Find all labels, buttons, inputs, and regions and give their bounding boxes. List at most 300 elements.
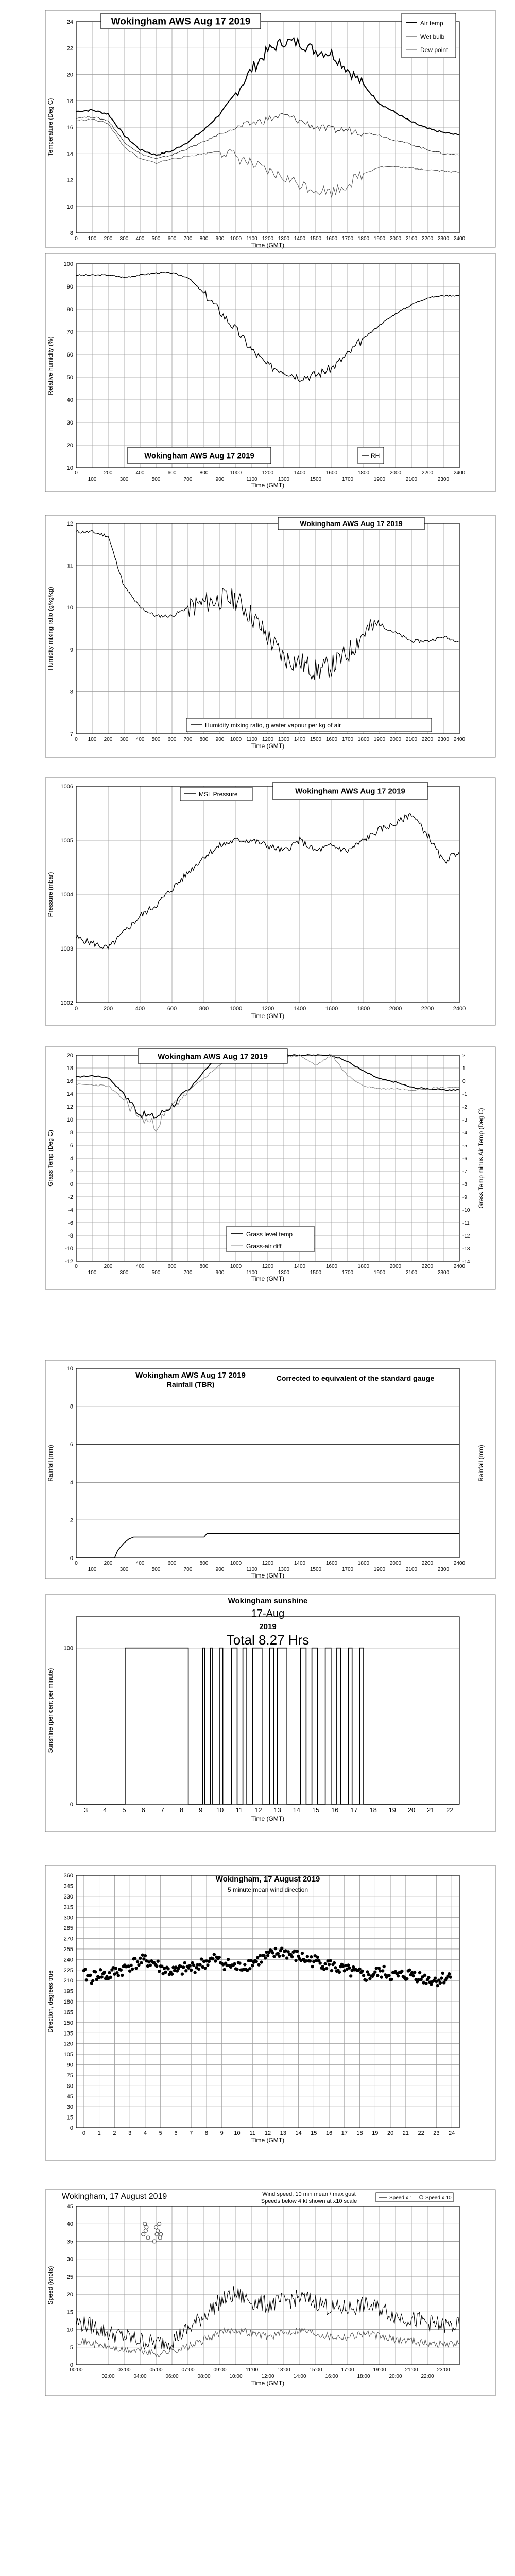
wdir-ytick-label: 225: [63, 1967, 73, 1974]
temps-xtick-label: 2100: [405, 236, 418, 242]
pressure-xtick-label: 600: [167, 1006, 177, 1012]
rh-xtick-label: 600: [167, 470, 177, 476]
wdir-data-point: [137, 1963, 140, 1967]
wind-chart-note: Speeds below 4 kt shown at x10 scale: [261, 2198, 357, 2205]
grass-y2tick-label: -1: [462, 1092, 467, 1097]
wind-x10-point: [143, 2222, 147, 2226]
mixing-xtick-label: 200: [104, 737, 113, 742]
wdir-data-point: [266, 1954, 269, 1957]
sunshine-date: 17-Aug: [251, 1608, 285, 1619]
wdir-data-point: [158, 1970, 161, 1973]
grass-y2tick-label: 2: [462, 1053, 466, 1059]
wdir-xtick-label: 12: [264, 2130, 271, 2137]
sunshine-xtick-label: 7: [160, 1806, 165, 1814]
rain-x-axis-label: Time (GMT): [251, 1572, 285, 1579]
wind-ytick-label: 15: [66, 2309, 73, 2316]
wind-legend-label: Speed x 1: [389, 2195, 413, 2201]
grass-xtick-label: 1900: [373, 1270, 386, 1276]
wind-xtick-label: 10:00: [229, 2374, 243, 2379]
wdir-ytick-label: 0: [70, 2125, 73, 2131]
temps-y-axis-label: Temperature (Deg C): [47, 98, 54, 157]
wdir-data-point: [144, 1954, 147, 1957]
mixing-xtick-label: 1900: [373, 737, 386, 742]
grass-chart-title: Wokingham AWS Aug 17 2019: [158, 1052, 268, 1061]
grass-y2tick-label: -5: [462, 1143, 467, 1149]
grass-ytick-label: 14: [66, 1091, 73, 1097]
rain-ytick-label: 6: [70, 1442, 73, 1448]
wdir-data-point: [200, 1957, 203, 1960]
pressure-xtick-label: 400: [135, 1006, 145, 1012]
grass-ytick-label: -8: [68, 1233, 73, 1239]
wdir-data-point: [294, 1959, 297, 1962]
wdir-data-point: [248, 1967, 251, 1970]
wdir-xtick-label: 9: [220, 2130, 224, 2137]
mixing-xtick-label: 2000: [389, 737, 402, 742]
mixing-xtick-label: 700: [183, 737, 193, 742]
wdir-data-point: [278, 1955, 281, 1958]
wdir-panel-frame: [45, 1865, 495, 2160]
rain-panel-frame: [45, 1360, 495, 1579]
wind-xtick-label: 17:00: [341, 2367, 354, 2373]
wdir-data-point: [108, 1971, 111, 1974]
rain-y-axis-label: Rainfall (mm): [47, 1445, 54, 1482]
wdir-data-point: [290, 1955, 294, 1958]
rh-xtick-label: 1400: [294, 470, 306, 476]
mixing-xtick-label: 500: [151, 737, 161, 742]
temps-ytick-label: 20: [66, 72, 73, 78]
rain-xtick-label: 500: [151, 1567, 161, 1572]
wdir-data-point: [338, 1971, 341, 1974]
wdir-xtick-label: 15: [311, 2130, 317, 2137]
rh-legend-label: RH: [371, 452, 380, 460]
wdir-data-point: [318, 1961, 321, 1964]
rh-xtick-label: 1000: [230, 470, 242, 476]
wdir-data-point: [376, 1974, 379, 1977]
wind-xtick-label: 06:00: [165, 2374, 179, 2379]
sunshine-xtick-label: 17: [350, 1806, 358, 1814]
wind-ytick-label: 5: [70, 2344, 73, 2351]
rain-xtick-label: 2000: [389, 1561, 402, 1566]
sunshine-xtick-label: 13: [273, 1806, 281, 1814]
wdir-data-point: [192, 1963, 195, 1967]
rain-xtick-label: 400: [135, 1561, 145, 1566]
mixing-xtick-label: 1500: [310, 737, 322, 742]
rh-xtick-label: 2100: [405, 477, 418, 482]
wdir-data-point: [160, 1964, 163, 1968]
pressure-ytick-label: 1004: [60, 892, 73, 898]
wind-xtick-label: 20:00: [389, 2374, 402, 2379]
wdir-xtick-label: 24: [448, 2130, 455, 2137]
rain-xtick-label: 1200: [262, 1561, 274, 1566]
sunshine-xtick-label: 11: [235, 1806, 243, 1814]
wdir-data-point: [119, 1969, 123, 1972]
sunshine-chart-title: Wokingham sunshine: [228, 1597, 308, 1605]
wdir-data-point: [413, 1971, 416, 1974]
grass-xtick-label: 1100: [246, 1270, 258, 1276]
grass-xtick-label: 300: [119, 1270, 129, 1276]
temps-xtick-label: 2400: [453, 236, 466, 242]
sunshine-xtick-label: 16: [331, 1806, 339, 1814]
wind-xtick-label: 16:00: [325, 2374, 338, 2379]
wdir-data-point: [188, 1964, 192, 1967]
wdir-ytick-label: 90: [66, 2062, 73, 2069]
rh-y-axis-label: Relative humidity (%): [47, 336, 54, 395]
mixing-xtick-label: 1100: [246, 737, 258, 742]
rh-xtick-label: 800: [199, 470, 209, 476]
rh-ytick-label: 10: [66, 465, 73, 471]
wind-x10-point: [144, 2229, 147, 2232]
mixing-xtick-label: 900: [215, 737, 225, 742]
wind-ytick-label: 30: [66, 2256, 73, 2263]
wind-legend-swatch: [420, 2196, 423, 2199]
rh-xtick-label: 1200: [262, 470, 274, 476]
mixing-xtick-label: 300: [119, 737, 129, 742]
wdir-data-point: [114, 1967, 117, 1970]
mixing-xtick-label: 1000: [230, 737, 242, 742]
grass-ytick-label: -10: [65, 1246, 73, 1252]
wdir-data-point: [218, 1956, 221, 1959]
grass-xtick-label: 600: [167, 1264, 177, 1269]
wdir-ytick-label: 45: [66, 2093, 73, 2100]
wind-xtick-label: 22:00: [421, 2374, 434, 2379]
grass-y2tick-label: -7: [462, 1169, 467, 1175]
wdir-data-point: [308, 1959, 312, 1962]
wdir-xtick-label: 7: [190, 2130, 193, 2137]
sunshine-xtick-label: 5: [122, 1806, 126, 1814]
grass-xtick-label: 1700: [341, 1270, 354, 1276]
wdir-xtick-label: 20: [387, 2130, 394, 2137]
grass-xtick-label: 500: [151, 1270, 161, 1276]
pressure-ytick-label: 1002: [60, 1000, 73, 1006]
temps-xtick-label: 1900: [373, 236, 386, 242]
grass-y2tick-label: -8: [462, 1182, 467, 1188]
wdir-data-point: [296, 1950, 299, 1953]
grass-ytick-label: 0: [70, 1181, 73, 1188]
grass-xtick-label: 0: [75, 1264, 78, 1269]
wdir-data-point: [380, 1975, 383, 1978]
wdir-data-point: [198, 1963, 201, 1966]
wdir-y-axis-label: Direction, degrees true: [47, 1970, 54, 2033]
rain-xtick-label: 1500: [310, 1567, 322, 1572]
rain-xtick-label: 0: [75, 1561, 78, 1566]
wdir-data-point: [157, 1959, 160, 1962]
grass-xtick-label: 800: [199, 1264, 209, 1269]
wind-y-axis-label: Speed (knots): [47, 2266, 54, 2305]
grass-y2tick-label: 0: [462, 1079, 466, 1084]
temps-chart-title: Wokingham AWS Aug 17 2019: [111, 16, 251, 27]
rain-xtick-label: 700: [183, 1567, 193, 1572]
temps-ytick-label: 22: [66, 45, 73, 52]
sunshine-total: Total 8.27 Hrs: [226, 1632, 310, 1648]
rh-ytick-label: 20: [66, 443, 73, 449]
wdir-ytick-label: 210: [63, 1978, 73, 1985]
wdir-data-point: [94, 1970, 97, 1973]
temps-ytick-label: 10: [66, 204, 73, 210]
grass-xtick-label: 200: [104, 1264, 113, 1269]
grass-xtick-label: 1200: [262, 1264, 274, 1269]
grass-y2tick-label: -9: [462, 1195, 467, 1200]
wind-ytick-label: 10: [66, 2327, 73, 2333]
wdir-data-point: [329, 1959, 332, 1962]
wdir-ytick-label: 360: [63, 1873, 73, 1879]
wind-xtick-label: 21:00: [405, 2367, 418, 2373]
wind-x10-point: [142, 2232, 145, 2236]
wdir-data-point: [333, 1961, 336, 1964]
grass-xtick-label: 2300: [437, 1270, 450, 1276]
wdir-xtick-label: 13: [280, 2130, 286, 2137]
wdir-data-point: [397, 1974, 400, 1977]
mixing-xtick-label: 2400: [453, 737, 466, 742]
wdir-xtick-label: 18: [356, 2130, 363, 2137]
grass-xtick-label: 2400: [453, 1264, 466, 1269]
rain-xtick-label: 1400: [294, 1561, 306, 1566]
mixing-xtick-label: 1700: [341, 737, 354, 742]
sunshine-xtick-label: 19: [388, 1806, 397, 1814]
rain-ytick-label: 4: [70, 1479, 73, 1486]
wdir-data-point: [134, 1967, 138, 1970]
sunshine-year: 2019: [259, 1622, 277, 1631]
wdir-data-point: [323, 1962, 327, 1965]
wdir-data-point: [102, 1971, 106, 1974]
grass-xtick-label: 1000: [230, 1264, 242, 1269]
pressure-x-axis-label: Time (GMT): [251, 1012, 285, 1020]
grass-y-axis-label: Grass Temp minus Air Temp (Deg C): [477, 1108, 485, 1209]
rain-xtick-label: 2200: [421, 1561, 434, 1566]
wdir-data-point: [358, 1968, 361, 1971]
temps-xtick-label: 1100: [246, 236, 258, 242]
rh-xtick-label: 200: [104, 470, 113, 476]
sunshine-xtick-label: 3: [83, 1806, 88, 1814]
rh-ytick-label: 60: [66, 352, 73, 358]
wind-ytick-label: 20: [66, 2292, 73, 2298]
grass-ytick-label: 10: [66, 1117, 73, 1123]
wdir-data-point: [436, 1984, 439, 1987]
temps-xtick-label: 700: [183, 236, 193, 242]
grass-xtick-label: 100: [88, 1270, 97, 1276]
wdir-xtick-label: 17: [341, 2130, 348, 2137]
wdir-data-point: [390, 1978, 393, 1981]
wdir-chart-title: Wokingham, 17 August 2019: [215, 1875, 320, 1884]
wdir-data-point: [182, 1965, 185, 1969]
pressure-xtick-label: 800: [199, 1006, 209, 1012]
wdir-ytick-label: 255: [63, 1946, 73, 1953]
sunshine-ytick-label: 0: [70, 1802, 73, 1808]
rain-xtick-label: 1900: [373, 1567, 386, 1572]
wdir-xtick-label: 22: [418, 2130, 424, 2137]
temps-xtick-label: 2200: [421, 236, 434, 242]
wdir-ytick-label: 105: [63, 2052, 73, 2058]
wind-xtick-label: 08:00: [197, 2374, 211, 2379]
grass-xtick-label: 2100: [405, 1270, 418, 1276]
pressure-xtick-label: 0: [74, 1006, 78, 1012]
grass-xtick-label: 900: [215, 1270, 225, 1276]
mixing-xtick-label: 400: [135, 737, 145, 742]
temps-xtick-label: 900: [215, 236, 225, 242]
rain-xtick-label: 200: [104, 1561, 113, 1566]
sunshine-xtick-label: 15: [312, 1806, 320, 1814]
temps-xtick-label: 200: [104, 236, 113, 242]
wdir-ytick-label: 15: [66, 2114, 73, 2121]
wdir-data-point: [405, 1977, 408, 1980]
wdir-ytick-label: 300: [63, 1914, 73, 1921]
wdir-data-point: [254, 1960, 258, 1963]
wdir-data-point: [83, 1968, 87, 1971]
rh-xtick-label: 2300: [437, 477, 450, 482]
grass-ytick-label: 12: [66, 1104, 73, 1110]
grass-ytick-label: 4: [70, 1156, 73, 1162]
wdir-ytick-label: 165: [63, 2009, 73, 2016]
rh-xtick-label: 1600: [325, 470, 338, 476]
pressure-xtick-label: 200: [103, 1006, 113, 1012]
pressure-panel-frame: [45, 778, 495, 1025]
rain-xtick-label: 1100: [246, 1567, 258, 1572]
temps-ytick-label: 8: [70, 230, 73, 236]
sunshine-xtick-label: 14: [293, 1806, 301, 1814]
wind-ytick-label: 0: [70, 2362, 73, 2368]
wind-xtick-label: 05:00: [149, 2367, 163, 2373]
wdir-data-point: [400, 1970, 403, 1973]
wdir-data-point: [334, 1966, 337, 1969]
grass-y2tick-label: -10: [462, 1208, 470, 1213]
grass-ytick-label: 8: [70, 1130, 73, 1136]
rh-xtick-label: 900: [215, 477, 225, 482]
wdir-data-point: [213, 1953, 216, 1956]
wdir-xtick-label: 21: [402, 2130, 409, 2137]
wdir-data-point: [271, 1951, 274, 1954]
wind-xtick-label: 11:00: [245, 2367, 259, 2373]
pressure-xtick-label: 1600: [325, 1006, 338, 1012]
rh-chart-title: Wokingham AWS Aug 17 2019: [144, 451, 254, 461]
wdir-data-point: [133, 1957, 136, 1960]
temps-xtick-label: 100: [88, 236, 97, 242]
pressure-ytick-label: 1003: [60, 946, 73, 952]
sunshine-xtick-label: 8: [179, 1806, 184, 1814]
mixing-xtick-label: 2200: [421, 737, 434, 742]
wdir-data-point: [235, 1968, 238, 1971]
grass-y2tick-label: 1: [462, 1066, 466, 1072]
grass-ytick-label: -12: [65, 1259, 73, 1265]
rain-xtick-label: 1000: [230, 1561, 242, 1566]
mixing-chart-title: Wokingham AWS Aug 17 2019: [300, 519, 403, 528]
wdir-x-axis-label: Time (GMT): [251, 2137, 285, 2144]
wdir-data-point: [264, 1956, 267, 1959]
pressure-xtick-label: 1800: [357, 1006, 370, 1012]
pressure-xtick-label: 1200: [261, 1006, 274, 1012]
temps-legend-label: Air temp: [420, 20, 443, 27]
rain-ytick-label: 10: [66, 1366, 73, 1372]
mixing-ytick-label: 11: [67, 563, 73, 569]
sunshine-xtick-label: 9: [199, 1806, 203, 1814]
wdir-data-point: [170, 1973, 174, 1976]
temps-xtick-label: 1000: [230, 236, 242, 242]
temps-xtick-label: 300: [119, 236, 129, 242]
wdir-xtick-label: 5: [159, 2130, 162, 2137]
temps-xtick-label: 0: [75, 236, 78, 242]
wdir-xtick-label: 0: [82, 2130, 85, 2137]
mixing-xtick-label: 2300: [437, 737, 450, 742]
grass-ytick-label: 2: [70, 1168, 73, 1175]
sunshine-xtick-label: 22: [446, 1806, 454, 1814]
wdir-data-point: [131, 1968, 134, 1971]
rain-chart-title: Wokingham AWS Aug 17 2019: [135, 1371, 246, 1380]
wdir-data-point: [362, 1974, 365, 1977]
rh-ytick-label: 80: [66, 307, 73, 313]
grass-xtick-label: 1500: [310, 1270, 322, 1276]
grass-y2tick-label: -6: [462, 1156, 467, 1162]
temps-xtick-label: 800: [199, 236, 209, 242]
wdir-data-point: [184, 1969, 187, 1972]
wdir-data-point: [434, 1976, 437, 1979]
wind-xtick-label: 23:00: [437, 2367, 450, 2373]
wdir-xtick-label: 2: [113, 2130, 116, 2137]
mixing-legend-label: Humidity mixing ratio, g water vapour per kg of air: [205, 722, 341, 729]
sunshine-ytick-label: 100: [63, 1645, 73, 1652]
wind-xtick-label: 07:00: [181, 2367, 195, 2373]
wdir-xtick-label: 23: [433, 2130, 440, 2137]
grass-y2tick-label: -14: [462, 1259, 470, 1265]
wdir-ytick-label: 270: [63, 1936, 73, 1942]
wind-ytick-label: 25: [66, 2274, 73, 2280]
rh-ytick-label: 90: [66, 284, 73, 290]
rh-xtick-label: 1300: [278, 477, 290, 482]
wdir-ytick-label: 30: [66, 2104, 73, 2111]
wdir-data-point: [214, 1959, 217, 1962]
mixing-y-axis-label: Humidity mixing ratio (g/kg/kg): [47, 587, 54, 670]
pressure-legend-label: MSL Pressure: [199, 791, 238, 798]
grass-legend-label: Grass level temp: [246, 1231, 293, 1238]
grass-ytick-label: -2: [68, 1194, 73, 1200]
wdir-data-point: [164, 1971, 167, 1974]
wdir-data-point: [238, 1961, 241, 1964]
wdir-data-point: [310, 1955, 313, 1958]
grass-y2tick-label: -11: [462, 1221, 470, 1226]
temps-legend-label: Wet bulb: [420, 33, 445, 40]
wdir-data-point: [197, 1968, 200, 1971]
wdir-data-point: [424, 1982, 427, 1985]
wdir-data-point: [360, 1970, 364, 1973]
wdir-data-point: [203, 1967, 207, 1970]
temps-xtick-label: 400: [135, 236, 145, 242]
rain-ytick-label: 2: [70, 1517, 73, 1524]
pressure-xtick-label: 2000: [389, 1006, 402, 1012]
grass-y2tick-label: -12: [462, 1233, 470, 1239]
wdir-data-point: [373, 1970, 376, 1973]
wind-legend-label: Speed x 10: [425, 2195, 452, 2201]
wind-xtick-label: 14:00: [293, 2374, 306, 2379]
temps-ytick-label: 18: [66, 98, 73, 105]
rh-x-axis-label: Time (GMT): [251, 482, 285, 489]
wdir-data-point: [282, 1954, 285, 1957]
rain-xtick-label: 800: [199, 1561, 209, 1566]
pressure-ytick-label: 1005: [60, 838, 73, 844]
mixing-xtick-label: 2100: [405, 737, 418, 742]
wdir-data-point: [91, 1979, 94, 1982]
mixing-ytick-label: 10: [66, 605, 73, 612]
wdir-data-point: [448, 1972, 451, 1975]
temps-legend-label: Dew point: [420, 46, 448, 54]
wdir-data-point: [233, 1962, 236, 1965]
wind-xtick-label: 00:00: [70, 2367, 83, 2373]
sunshine-xtick-label: 18: [369, 1806, 377, 1814]
pressure-xtick-label: 1000: [229, 1006, 243, 1012]
wind-xtick-label: 04:00: [133, 2374, 147, 2379]
sunshine-xtick-label: 6: [141, 1806, 145, 1814]
wdir-data-point: [449, 1975, 452, 1978]
rain-chart-subtitle: Rainfall (TBR): [166, 1380, 215, 1388]
wdir-data-point: [316, 1956, 319, 1959]
temps-xtick-label: 1500: [310, 236, 322, 242]
wdir-data-point: [365, 1979, 368, 1982]
